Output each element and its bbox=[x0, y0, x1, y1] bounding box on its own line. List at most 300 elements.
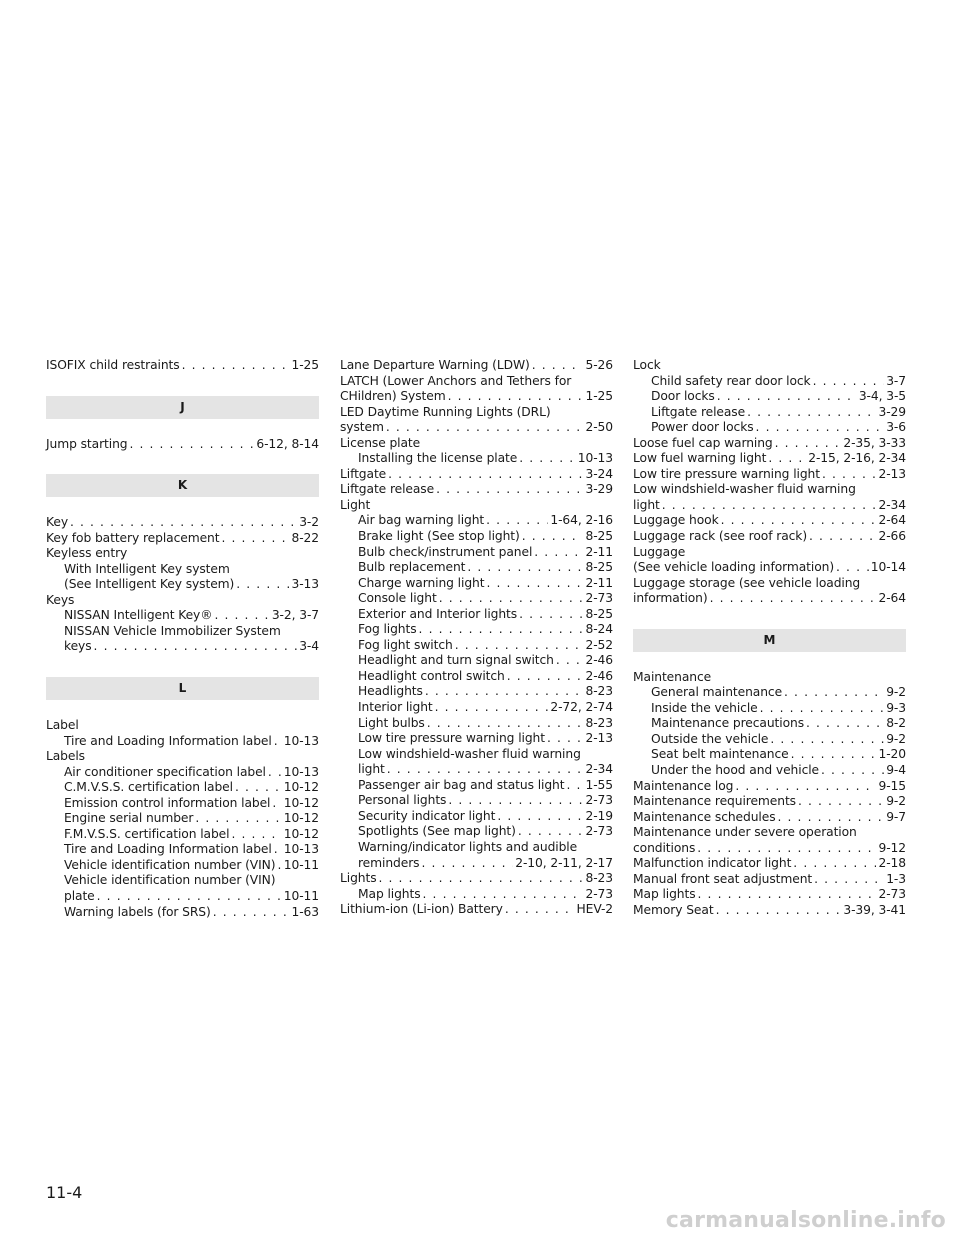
dot-leader bbox=[821, 763, 884, 779]
index-entry-text: Memory Seat bbox=[633, 902, 714, 917]
index-entry-text: Console light bbox=[358, 591, 437, 606]
index-entry-text: C.M.V.S.S. certification label bbox=[64, 780, 233, 795]
index-subentry bbox=[46, 842, 319, 858]
dot-leader bbox=[747, 405, 876, 421]
index-entry-text: light bbox=[358, 762, 385, 777]
dot-leader bbox=[277, 858, 281, 874]
index-page-ref: 8-24 bbox=[585, 622, 613, 637]
index-subentry-label: NISSAN Vehicle Immobilizer System bbox=[64, 623, 281, 638]
index-subentry bbox=[46, 577, 319, 593]
dot-leader bbox=[556, 653, 584, 669]
dot-leader bbox=[522, 529, 584, 545]
index-entry-text: Personal lights bbox=[358, 793, 447, 808]
index-page-ref: 8-25 bbox=[585, 529, 613, 544]
index-entry bbox=[633, 810, 906, 826]
index-page-ref: 3-7 bbox=[886, 373, 906, 388]
dot-leader bbox=[756, 420, 885, 436]
dot-leader bbox=[710, 591, 877, 607]
dot-leader bbox=[716, 903, 842, 919]
index-subentry bbox=[633, 763, 906, 779]
index-page-ref: 2-66 bbox=[878, 529, 906, 544]
index-page-ref: 8-23 bbox=[585, 684, 613, 699]
index-page-ref: 3-4 bbox=[299, 639, 319, 654]
index-entry-text: Malfunction indicator light bbox=[633, 856, 792, 871]
index-subentry bbox=[340, 716, 613, 732]
index-entry bbox=[633, 467, 906, 483]
dot-leader bbox=[793, 856, 876, 872]
dot-leader bbox=[213, 905, 290, 921]
index-subentry bbox=[46, 765, 319, 781]
index-page-ref: 10-13 bbox=[577, 451, 613, 466]
index-subentry bbox=[633, 374, 906, 390]
index-entry-label: Light bbox=[340, 497, 371, 512]
index-subentry bbox=[633, 747, 906, 763]
dot-leader bbox=[809, 529, 876, 545]
index-page-ref: 2-73 bbox=[585, 591, 613, 606]
dot-leader bbox=[497, 809, 583, 825]
index-entry-label: Maintenance bbox=[633, 669, 712, 684]
dot-leader bbox=[770, 732, 884, 748]
dot-leader bbox=[814, 872, 884, 888]
dot-leader bbox=[697, 841, 876, 857]
dot-leader bbox=[698, 887, 877, 903]
dot-leader bbox=[721, 513, 877, 529]
index-page-ref: 2-50 bbox=[585, 420, 613, 435]
index-entry-text: Tire and Loading Information label bbox=[64, 733, 272, 748]
index-subentry bbox=[46, 858, 319, 874]
index-page-ref: 2-18 bbox=[878, 856, 906, 871]
index-entry-text: F.M.V.S.S. certification label bbox=[64, 826, 230, 841]
index-subentry bbox=[340, 669, 613, 685]
index-page-ref: 1-3 bbox=[886, 871, 906, 886]
index-entry-text: Security indicator light bbox=[358, 808, 496, 823]
index-subentry bbox=[633, 405, 906, 421]
index-entry-text: Outside the vehicle bbox=[651, 731, 769, 746]
index-entry-text: Manual front seat adjustment bbox=[633, 871, 813, 886]
index-entry-text: Child safety rear door lock bbox=[651, 373, 811, 388]
index-entry-text: General maintenance bbox=[651, 685, 783, 700]
dot-leader bbox=[129, 437, 254, 453]
index-page-ref: 3-13 bbox=[291, 577, 319, 592]
index-entry-text: keys bbox=[64, 639, 92, 654]
dot-leader bbox=[425, 684, 584, 700]
index-entry-text: Maintenance requirements bbox=[633, 794, 796, 809]
index-subentry bbox=[46, 827, 319, 843]
index-entry bbox=[340, 389, 613, 405]
index-page-ref: 10-13 bbox=[283, 733, 319, 748]
dot-leader bbox=[455, 638, 584, 654]
index-page-ref: 2-10, 2-11, 2-17 bbox=[515, 855, 613, 870]
index-entry bbox=[633, 841, 906, 857]
index-subentry bbox=[633, 420, 906, 436]
index-entry-text: Luggage hook bbox=[633, 513, 719, 528]
index-entry-text: Luggage rack (see roof rack) bbox=[633, 529, 808, 544]
index-page-ref: 9-2 bbox=[886, 731, 906, 746]
dot-leader bbox=[813, 374, 885, 390]
index-page-ref: 2-34 bbox=[585, 762, 613, 777]
index-page-ref: 10-14 bbox=[870, 560, 906, 575]
index-entry-label: License plate bbox=[340, 435, 421, 450]
dot-leader bbox=[221, 531, 289, 547]
index-entry bbox=[340, 902, 613, 918]
index-page-ref: 8-25 bbox=[585, 606, 613, 621]
index-subentry bbox=[633, 701, 906, 717]
index-page-ref: 1-20 bbox=[878, 747, 906, 762]
index-entry bbox=[46, 531, 319, 547]
index-entry-text: Map lights bbox=[633, 887, 696, 902]
index-entry-text: Loose fuel cap warning bbox=[633, 435, 773, 450]
index-entry-text: Bulb replacement bbox=[358, 560, 466, 575]
index-column-2 bbox=[340, 358, 613, 918]
index-entry-text: Key bbox=[46, 515, 68, 530]
index-entry-label: Keys bbox=[46, 592, 75, 607]
index-page-ref: 10-11 bbox=[283, 857, 319, 872]
index-entry-label: Luggage bbox=[633, 544, 686, 559]
index-subentry bbox=[340, 451, 613, 467]
index-entry-text: Fog light switch bbox=[358, 637, 453, 652]
index-entry-text: Headlights bbox=[358, 684, 423, 699]
dot-leader bbox=[387, 762, 584, 778]
index-subentry bbox=[46, 639, 319, 655]
index-entry-text: Fog lights bbox=[358, 622, 417, 637]
index-page-ref: 9-12 bbox=[878, 840, 906, 855]
index-entry-text: Installing the license plate bbox=[358, 451, 518, 466]
index-subentry bbox=[46, 780, 319, 796]
dot-leader bbox=[507, 669, 584, 685]
index-subentry-label: Low windshield-washer fluid warning bbox=[358, 746, 581, 761]
index-page-ref: 2-34 bbox=[878, 497, 906, 512]
index-entry-text: NISSAN Intelligent Key® bbox=[64, 608, 213, 623]
index-entry-text: light bbox=[633, 497, 660, 512]
index-entry-text: Liftgate release bbox=[340, 482, 435, 497]
dot-leader bbox=[439, 591, 584, 607]
index-page-ref: 9-4 bbox=[886, 763, 906, 778]
dot-leader bbox=[236, 577, 289, 593]
index-entry-text: Engine serial number bbox=[64, 811, 194, 826]
index-entry bbox=[46, 437, 319, 453]
dot-leader bbox=[235, 780, 282, 796]
index-subentry bbox=[340, 638, 613, 654]
index-subentry bbox=[340, 560, 613, 576]
dot-leader bbox=[798, 794, 884, 810]
index-page-ref: 2-46 bbox=[585, 653, 613, 668]
index-letter-header: M bbox=[633, 629, 906, 652]
index-entry-label: Maintenance under severe operation bbox=[633, 825, 857, 840]
index-subentry bbox=[633, 389, 906, 405]
index-subentry bbox=[46, 889, 319, 905]
index-entry-text: Spotlights (See map light) bbox=[358, 824, 516, 839]
index-entry-label: Low windshield-washer fluid warning bbox=[633, 482, 856, 497]
index-page-ref: 9-7 bbox=[886, 809, 906, 824]
index-entry bbox=[633, 529, 906, 545]
index-column-1 bbox=[46, 358, 319, 920]
index-page-ref: 9-2 bbox=[886, 685, 906, 700]
dot-leader bbox=[421, 856, 513, 872]
index-entry-text: information) bbox=[633, 591, 708, 606]
index-page-ref: 1-64, 2-16 bbox=[550, 513, 613, 528]
index-page-ref: 3-2, 3-7 bbox=[271, 608, 319, 623]
index-entry-text: Emission control information label bbox=[64, 795, 271, 810]
index-page-ref: 3-39, 3-41 bbox=[843, 902, 906, 917]
dot-leader bbox=[94, 639, 298, 655]
dot-leader bbox=[791, 747, 877, 763]
index-page-ref: 10-12 bbox=[283, 780, 319, 795]
index-page-ref: 2-73 bbox=[585, 886, 613, 901]
index-subentry bbox=[340, 887, 613, 903]
index-page-ref: 3-6 bbox=[886, 420, 906, 435]
index-entry-text: Liftgate release bbox=[651, 404, 746, 419]
index-page-ref: 3-29 bbox=[585, 482, 613, 497]
dot-leader bbox=[806, 716, 884, 732]
index-entry-label: LED Daytime Running Lights (DRL) bbox=[340, 404, 551, 419]
index-page-ref: 10-12 bbox=[283, 826, 319, 841]
index-subentry-label: Vehicle identification number (VIN) bbox=[64, 873, 276, 888]
dot-leader bbox=[760, 701, 885, 717]
index-entry-label: Label bbox=[46, 718, 79, 733]
index-page-ref: 1-25 bbox=[585, 389, 613, 404]
index-subentry bbox=[340, 684, 613, 700]
index-page-ref: 10-12 bbox=[283, 811, 319, 826]
index-entry bbox=[340, 871, 613, 887]
dot-leader bbox=[274, 842, 282, 858]
index-entry-label: LATCH (Lower Anchors and Tethers for bbox=[340, 373, 572, 388]
index-letter-header: K bbox=[46, 474, 319, 497]
index-entry-text: Warning labels (for SRS) bbox=[64, 904, 211, 919]
index-entry-text: Map lights bbox=[358, 886, 421, 901]
index-entry bbox=[633, 856, 906, 872]
index-entry bbox=[46, 358, 319, 374]
index-page-ref: 2-11 bbox=[585, 575, 613, 590]
dot-leader bbox=[436, 482, 583, 498]
index-page-ref: 10-12 bbox=[283, 795, 319, 810]
dot-leader bbox=[519, 451, 576, 467]
index-entry-text: ISOFIX child restraints bbox=[46, 358, 180, 372]
index-page-ref: 2-73 bbox=[585, 824, 613, 839]
index-entry bbox=[633, 513, 906, 529]
index-entry-text: (See Intelligent Key system) bbox=[64, 577, 235, 592]
index-page-ref: 2-19 bbox=[585, 808, 613, 823]
dot-leader bbox=[822, 467, 877, 483]
dot-leader bbox=[486, 513, 548, 529]
index-subentry bbox=[46, 811, 319, 827]
index-entry-text: reminders bbox=[358, 855, 420, 870]
index-page-ref: 2-35, 3-33 bbox=[843, 435, 906, 450]
dot-leader bbox=[778, 810, 885, 826]
dot-leader bbox=[768, 451, 806, 467]
dot-leader bbox=[427, 716, 584, 732]
index-entry-text: Lane Departure Warning (LDW) bbox=[340, 358, 530, 372]
index-entry-text: Maintenance schedules bbox=[633, 809, 776, 824]
dot-leader bbox=[662, 498, 877, 514]
index-entry-label: Labels bbox=[46, 749, 85, 764]
index-entry-text: conditions bbox=[633, 840, 696, 855]
index-subentry bbox=[340, 778, 613, 794]
index-entry-text: Exterior and Interior lights bbox=[358, 606, 518, 621]
index-page-ref: 1-25 bbox=[291, 358, 319, 372]
index-entry bbox=[633, 903, 906, 919]
index-letter-header: J bbox=[46, 396, 319, 419]
index-entry-text: Air bag warning light bbox=[358, 513, 485, 528]
index-page-ref: 3-24 bbox=[585, 466, 613, 481]
index-entry-text: Low tire pressure warning light bbox=[358, 731, 545, 746]
index-page-ref: 2-72, 2-74 bbox=[550, 700, 613, 715]
index-subentry bbox=[340, 824, 613, 840]
index-subentry bbox=[46, 734, 319, 750]
index-subentry bbox=[633, 685, 906, 701]
index-entry bbox=[633, 887, 906, 903]
dot-leader bbox=[566, 778, 583, 794]
index-page-ref: 2-11 bbox=[585, 544, 613, 559]
index-entry-text: Tire and Loading Information label bbox=[64, 842, 272, 857]
index-column-3 bbox=[633, 358, 906, 919]
index-entry-text: Door locks bbox=[651, 389, 715, 404]
index-subentry bbox=[46, 608, 319, 624]
dot-leader bbox=[268, 765, 282, 781]
dot-leader bbox=[388, 467, 583, 483]
index-page-ref: 2-73 bbox=[585, 793, 613, 808]
index-entry-text: Air conditioner specification label bbox=[64, 764, 266, 779]
index-entry-text: (See vehicle loading information) bbox=[633, 560, 835, 575]
dot-leader bbox=[505, 902, 575, 918]
page-number: 11-4 bbox=[46, 1183, 83, 1202]
dot-leader bbox=[272, 796, 281, 812]
index-entry bbox=[340, 467, 613, 483]
dot-leader bbox=[532, 358, 584, 374]
dot-leader bbox=[448, 793, 583, 809]
index-page-ref: 8-22 bbox=[291, 530, 319, 545]
dot-leader bbox=[448, 389, 584, 405]
index-entry-text: Bulb check/instrument panel bbox=[358, 544, 533, 559]
index-subentry bbox=[633, 716, 906, 732]
index-entry-text: Under the hood and vehicle bbox=[651, 763, 820, 778]
index-page-ref: 3-4, 3-5 bbox=[858, 389, 906, 404]
dot-leader bbox=[534, 545, 583, 561]
index-subentry bbox=[46, 905, 319, 921]
index-entry bbox=[633, 560, 906, 576]
dot-leader bbox=[97, 889, 282, 905]
index-entry-text: Headlight control switch bbox=[358, 668, 505, 683]
index-page-ref: 6-12, 8-14 bbox=[256, 436, 319, 451]
index-subentry bbox=[340, 809, 613, 825]
index-subentry bbox=[340, 529, 613, 545]
index-page-ref: 2-64 bbox=[878, 591, 906, 606]
dot-leader bbox=[435, 700, 549, 716]
index-subentry bbox=[340, 622, 613, 638]
index-entry-text: Passenger air bag and status light bbox=[358, 777, 565, 792]
index-page-ref: 8-23 bbox=[585, 715, 613, 730]
index-entry-text: Inside the vehicle bbox=[651, 700, 758, 715]
dot-leader bbox=[486, 576, 583, 592]
index-subentry bbox=[340, 856, 613, 872]
dot-leader bbox=[386, 420, 584, 436]
index-subentry bbox=[340, 545, 613, 561]
index-subentry bbox=[340, 793, 613, 809]
index-entry bbox=[340, 358, 613, 374]
index-page-ref: 2-46 bbox=[585, 668, 613, 683]
index-entry-text: Headlight and turn signal switch bbox=[358, 653, 554, 668]
index-entry-text: Maintenance precautions bbox=[651, 716, 805, 731]
index-subentry bbox=[340, 576, 613, 592]
dot-leader bbox=[419, 622, 584, 638]
index-page-ref: 2-13 bbox=[878, 466, 906, 481]
dot-leader bbox=[836, 560, 869, 576]
dot-leader bbox=[70, 515, 297, 531]
index-page-ref: 9-3 bbox=[886, 700, 906, 715]
index-entry bbox=[633, 436, 906, 452]
dot-leader bbox=[518, 824, 584, 840]
index-page-ref: 2-73 bbox=[878, 887, 906, 902]
index-entry-text: system bbox=[340, 420, 384, 435]
index-page-ref: 2-13 bbox=[585, 731, 613, 746]
index-entry-text: Lithium-ion (Li-ion) Battery bbox=[340, 902, 503, 917]
index-page-ref: 1-55 bbox=[585, 777, 613, 792]
index-subentry bbox=[340, 762, 613, 778]
index-entry bbox=[340, 482, 613, 498]
index-subentry bbox=[633, 732, 906, 748]
index-subentry-label: With Intelligent Key system bbox=[64, 561, 230, 576]
index-entry-text: plate bbox=[64, 889, 95, 904]
index-subentry bbox=[340, 513, 613, 529]
dot-leader bbox=[423, 887, 584, 903]
index-entry-text: Low fuel warning light bbox=[633, 451, 767, 466]
dot-leader bbox=[231, 827, 281, 843]
index-page-ref: 3-29 bbox=[878, 404, 906, 419]
dot-leader bbox=[274, 734, 282, 750]
dot-leader bbox=[775, 436, 842, 452]
index-entry-text: Jump starting bbox=[46, 436, 128, 451]
index-page-ref: 8-2 bbox=[886, 716, 906, 731]
index-page-ref: HEV-2 bbox=[576, 902, 613, 917]
index-page-ref: 8-23 bbox=[585, 871, 613, 886]
index-entry bbox=[340, 420, 613, 436]
index-subentry bbox=[340, 607, 613, 623]
index-page-ref: 2-64 bbox=[878, 513, 906, 528]
index-entry-label: Keyless entry bbox=[46, 546, 128, 561]
index-letter-header: L bbox=[46, 677, 319, 700]
index-entry-text: Maintenance log bbox=[633, 778, 734, 793]
index-subentry bbox=[340, 591, 613, 607]
dot-leader bbox=[717, 389, 857, 405]
index-entry-text: CHildren) System bbox=[340, 389, 446, 404]
index-page-ref: 5-26 bbox=[585, 358, 613, 372]
index-entry-text: Power door locks bbox=[651, 420, 754, 435]
index-entry bbox=[46, 515, 319, 531]
index-subentry bbox=[340, 653, 613, 669]
index-entry bbox=[633, 872, 906, 888]
index-entry-text: Interior light bbox=[358, 700, 433, 715]
dot-leader bbox=[214, 608, 269, 624]
index-subentry bbox=[46, 796, 319, 812]
dot-leader bbox=[379, 871, 584, 887]
index-entry bbox=[633, 794, 906, 810]
dot-leader bbox=[195, 811, 281, 827]
index-entry-text: Liftgate bbox=[340, 466, 387, 481]
dot-leader bbox=[547, 731, 584, 747]
index-entry-text: Low tire pressure warning light bbox=[633, 466, 820, 481]
index-page-ref: 10-13 bbox=[283, 842, 319, 857]
index-page-ref: 9-15 bbox=[878, 778, 906, 793]
dot-leader bbox=[784, 685, 884, 701]
index-entry-text: Vehicle identification number (VIN) bbox=[64, 857, 276, 872]
index-entry bbox=[633, 779, 906, 795]
dot-leader bbox=[467, 560, 583, 576]
index-entry-label: Luggage storage (see vehicle loading bbox=[633, 575, 861, 590]
index-page-ref: 2-52 bbox=[585, 637, 613, 652]
index-page-ref: 2-15, 2-16, 2-34 bbox=[808, 451, 906, 466]
index-page-ref: 10-13 bbox=[283, 764, 319, 779]
index-page-ref: 10-11 bbox=[283, 889, 319, 904]
index-page-ref: 8-25 bbox=[585, 560, 613, 575]
